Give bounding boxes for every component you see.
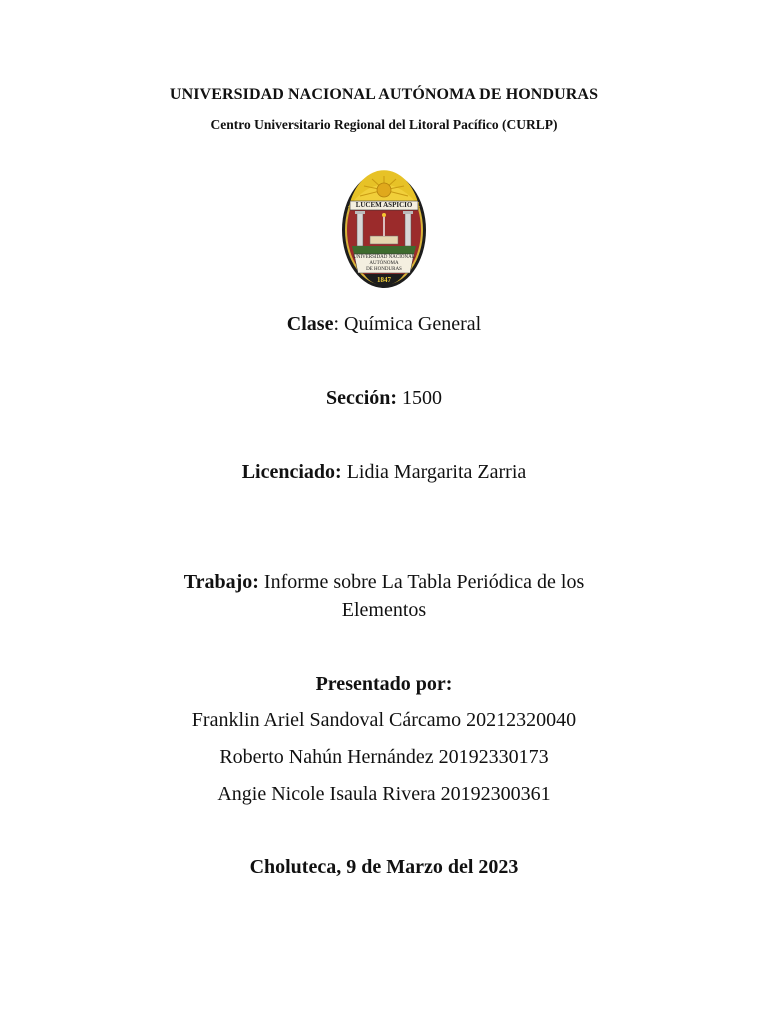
seal-line1: UNIVERSIDAD NACIONAL	[353, 255, 415, 260]
presentado-label: Presentado por:	[315, 673, 453, 695]
university-name: UNIVERSIDAD NACIONAL AUTÓNOMA DE HONDURAS	[169, 86, 599, 103]
clase-label: Clase	[286, 313, 334, 335]
trabajo-value-line2: Elementos	[341, 599, 427, 621]
seal-line3: DE HONDURAS	[366, 267, 402, 272]
regional-center-name: Centro Universitario Regional del Litoral Pacífico (CURLP)	[210, 117, 558, 132]
seccion-label: Sección:	[325, 387, 398, 409]
seal-year: 1847	[377, 276, 391, 284]
seal-line2: AUTÓNOMA	[369, 261, 399, 266]
author-3: Angie Nicole Isaula Rivera 20192300361	[217, 783, 551, 805]
seccion-value: 1500	[397, 387, 443, 409]
licenciado-line	[0, 461, 768, 484]
licenciado-label: Licenciado:	[241, 461, 342, 483]
clase-line	[0, 313, 768, 336]
date-line: Choluteca, 9 de Marzo del 2023	[249, 856, 519, 878]
trabajo-label: Trabajo:	[183, 571, 259, 593]
trabajo-line	[0, 571, 768, 594]
seal-motto: LUCEM ASPICIO	[355, 201, 413, 209]
licenciado-value: Lidia Margarita Zarria	[341, 461, 527, 483]
seccion-line	[0, 387, 768, 410]
author-2: Roberto Nahún Hernández 20192330173	[219, 746, 549, 768]
author-1: Franklin Ariel Sandoval Cárcamo 20212320040	[191, 709, 577, 731]
clase-value: : Química General	[333, 313, 482, 335]
trabajo-value-line1: Informe sobre La Tabla Periódica de los	[258, 571, 585, 593]
